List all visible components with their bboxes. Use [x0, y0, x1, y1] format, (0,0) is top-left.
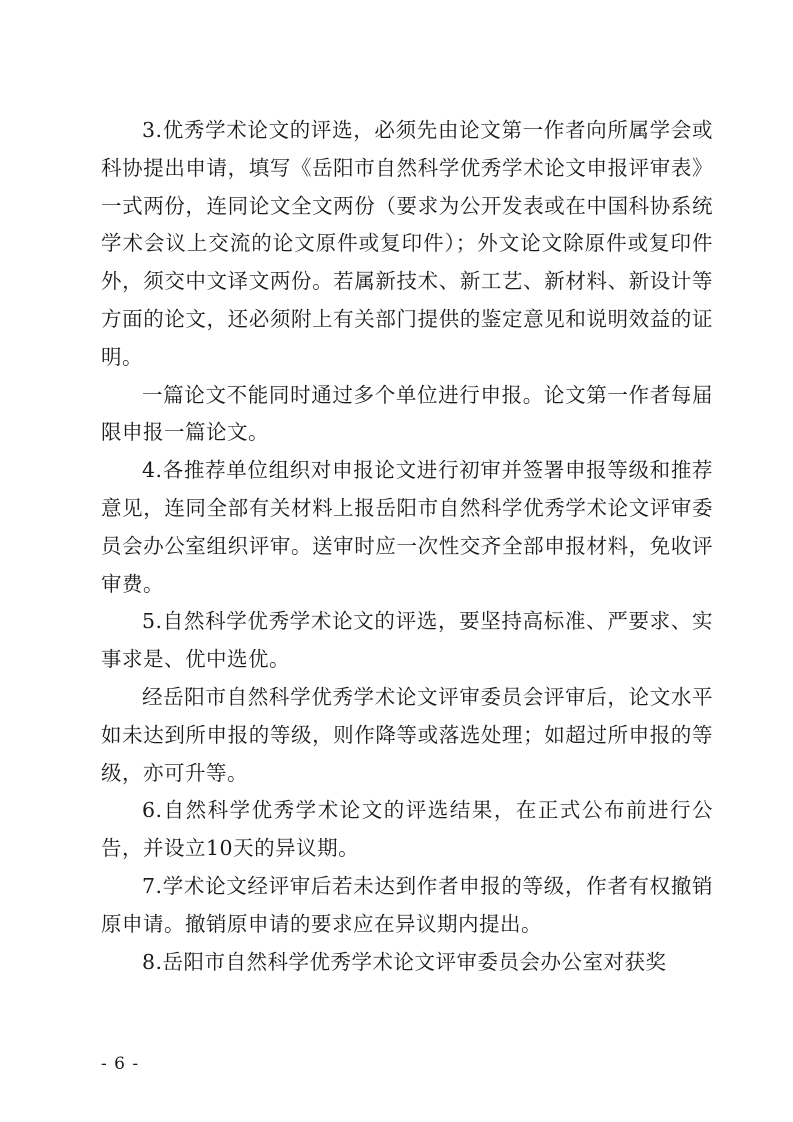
page-number: - 6 - — [101, 1054, 140, 1074]
paragraph-item-8: 8.岳阳市自然科学优秀学术论文评审委员会办公室对获奖 — [142, 949, 667, 974]
paragraph-item-5: 5.自然科学优秀学术论文的评选，要坚持高标准、严要求、实事求是、优中选优。 — [101, 609, 713, 672]
paragraph-item-4: 4.各推荐单位组织对申报论文进行初审并签署申报等级和推荐意见，连同全部有关材料上报岳阳市自然科学优秀学术论文评审委员会办公室组织评审。送审时应一次性交齐全部申报材料，免收评审费。 — [101, 458, 713, 596]
paragraph-single-paper-limit: 一篇论文不能同时通过多个单位进行申报。论文第一作者每届限申报一篇论文。 — [101, 382, 713, 445]
document-body — [101, 112, 713, 981]
paragraph-item-6: 6.自然科学优秀学术论文的评选结果，在正式公布前进行公告，并设立10天的异议期。 — [101, 798, 713, 861]
paragraph-item-7: 7.学术论文经评审后若未达到作者申报的等级，作者有权撤销原申请。撤销原申请的要求应在异议期内提出。 — [101, 873, 713, 936]
paragraph-item-3: 3.优秀学术论文的评选，必须先由论文第一作者向所属学会或科协提出申请，填写《岳阳市自然科学优秀学术论文申报评审表》一式两份，连同论文全文两份（要求为公开发表或在中国科协系统学术会议上交流的论文原件或复印件）；外文论文除原件或复印件外，须交中文译文两份。若属新技术、新工艺、新材料、新设计等方面的论文，还必须附上有关部门提供的鉴定意见和说明效益的证明。 — [101, 118, 713, 369]
paragraph-grade-adjustment: 经岳阳市自然科学优秀学术论文评审委员会评审后，论文水平如未达到所申报的等级，则作降等或落选处理；如超过所申报的等级，亦可升等。 — [101, 684, 713, 785]
